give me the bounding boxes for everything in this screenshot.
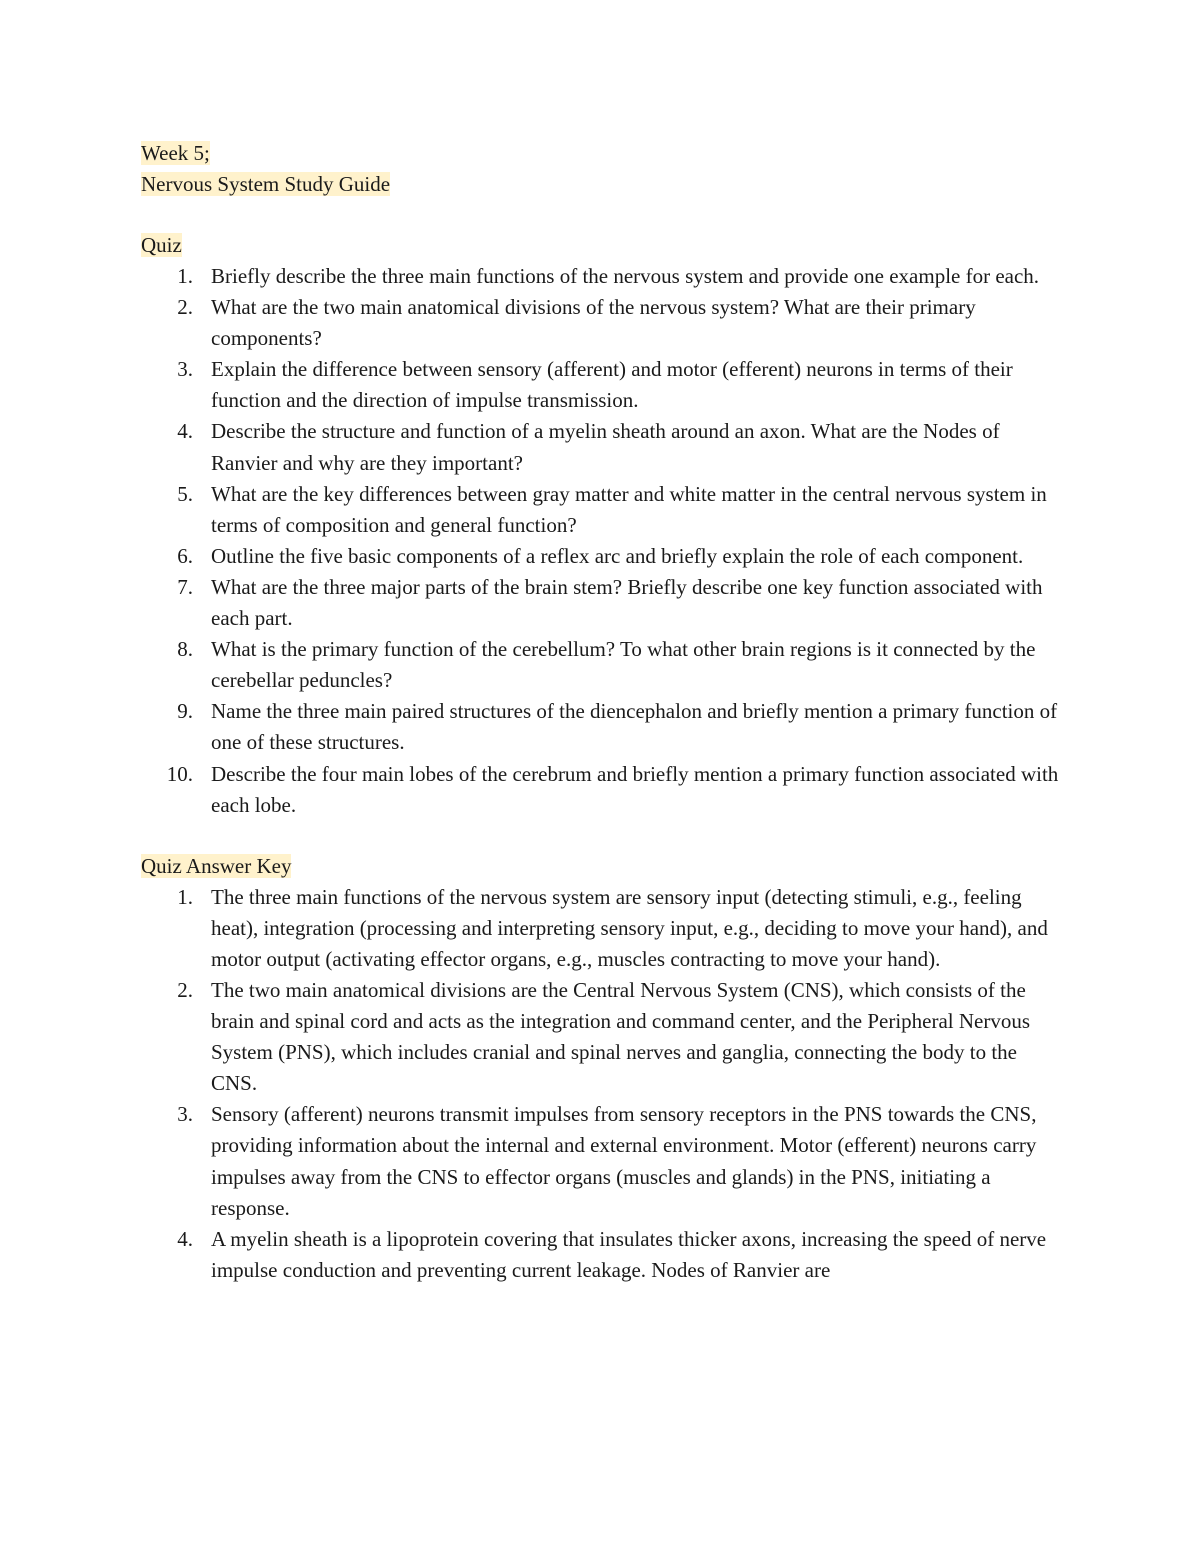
item-text: The three main functions of the nervous system are sensory input (detecting stimuli, e.g., feeling heat), integration (processing and interpreting sensory input, e.g., deciding to move your hand), and motor output (activating effector organs, e.g., muscles contracting to move your hand). — [211, 884, 1048, 971]
item-text: The two main anatomical divisions are the Central Nervous System (CNS), which consists of the brain and spinal cord and acts as the integration and command center, and the Peripheral Nervous System (PNS), which includes cranial and spinal nerves and ganglia, connecting the body to the CNS. — [211, 977, 1031, 1096]
document-title-text: Nervous System Study Guide — [141, 172, 391, 196]
item-number: 4. — [177, 1226, 193, 1251]
item-text: What are the three major parts of the brain stem? Briefly describe one key function associated with each part. — [211, 574, 1043, 631]
item-text: Name the three main paired structures of the diencephalon and briefly mention a primary function of one of these structures. — [211, 699, 1058, 755]
week-label — [141, 138, 1061, 169]
item-number: 3. — [177, 357, 193, 382]
answer-item — [141, 882, 1061, 975]
quiz-item — [141, 572, 1061, 634]
item-number: 5. — [177, 481, 193, 506]
quiz-item — [141, 759, 1061, 821]
item-number: 3. — [177, 1102, 193, 1127]
document-title — [141, 169, 1061, 200]
item-text: Explain the difference between sensory (afferent) and motor (efferent) neurons in terms of their function and the direction of impulse transmission. — [211, 357, 1013, 413]
item-number: 7. — [177, 574, 193, 599]
item-number: 1. — [177, 264, 193, 288]
answer-item — [141, 1099, 1061, 1223]
item-text: Outline the five basic components of a reflex arc and briefly explain the role of each component. — [211, 543, 1024, 568]
week-label-text: Week 5; — [141, 141, 210, 165]
quiz-item — [141, 354, 1061, 416]
quiz-list — [141, 261, 1061, 821]
document-page — [141, 138, 1061, 1286]
item-text: What are the key differences between gray matter and white matter in the central nervous system in terms of composition and general function? — [211, 481, 1047, 537]
spacer — [141, 200, 1061, 230]
item-number: 2. — [177, 295, 193, 320]
item-number: 6. — [177, 543, 193, 568]
item-text: What are the two main anatomical divisions of the nervous system? What are their primary components? — [211, 295, 976, 351]
item-number: 2. — [177, 977, 193, 1002]
item-text: Describe the four main lobes of the cerebrum and briefly mention a primary function associated with each lobe. — [211, 761, 1059, 817]
item-number: 9. — [177, 699, 193, 724]
answer-key-heading-text: Quiz Answer Key — [141, 853, 292, 878]
answer-key-list — [141, 882, 1061, 1286]
answer-item — [141, 1224, 1061, 1286]
item-text: Briefly describe the three main functions of the nervous system and provide one example for each. — [211, 264, 1040, 288]
quiz-item — [141, 479, 1061, 541]
item-number: 10. — [166, 761, 193, 786]
item-number: 4. — [177, 419, 193, 444]
item-text: Sensory (afferent) neurons transmit impulses from sensory receptors in the PNS towards the CNS, providing information about the internal and external environment. Motor (efferent) neurons carry impulses away from the CNS to effector organs (muscles and glands) in the PNS, initiating a response. — [211, 1102, 1037, 1220]
item-number: 1. — [177, 884, 193, 909]
quiz-item — [141, 292, 1061, 354]
item-text: A myelin sheath is a lipoprotein covering that insulates thicker axons, increasing the speed of nerve impulse conduction and preventing current leakage. Nodes of Ranvier are — [211, 1226, 1047, 1282]
answer-key-heading — [141, 851, 1061, 882]
quiz-item — [141, 416, 1061, 478]
quiz-item — [141, 696, 1061, 758]
item-text: Describe the structure and function of a myelin sheath around an axon. What are the Nodes of Ranvier and why are they important? — [211, 419, 1000, 475]
quiz-heading-text: Quiz — [141, 233, 182, 257]
quiz-heading — [141, 230, 1061, 261]
item-text: What is the primary function of the cerebellum? To what other brain regions is it connected by the cerebellar peduncles? — [211, 637, 1036, 693]
spacer — [141, 821, 1061, 851]
quiz-item — [141, 634, 1061, 696]
answer-item — [141, 975, 1061, 1099]
item-number: 8. — [177, 637, 193, 662]
quiz-item — [141, 541, 1061, 572]
quiz-item — [141, 261, 1061, 292]
